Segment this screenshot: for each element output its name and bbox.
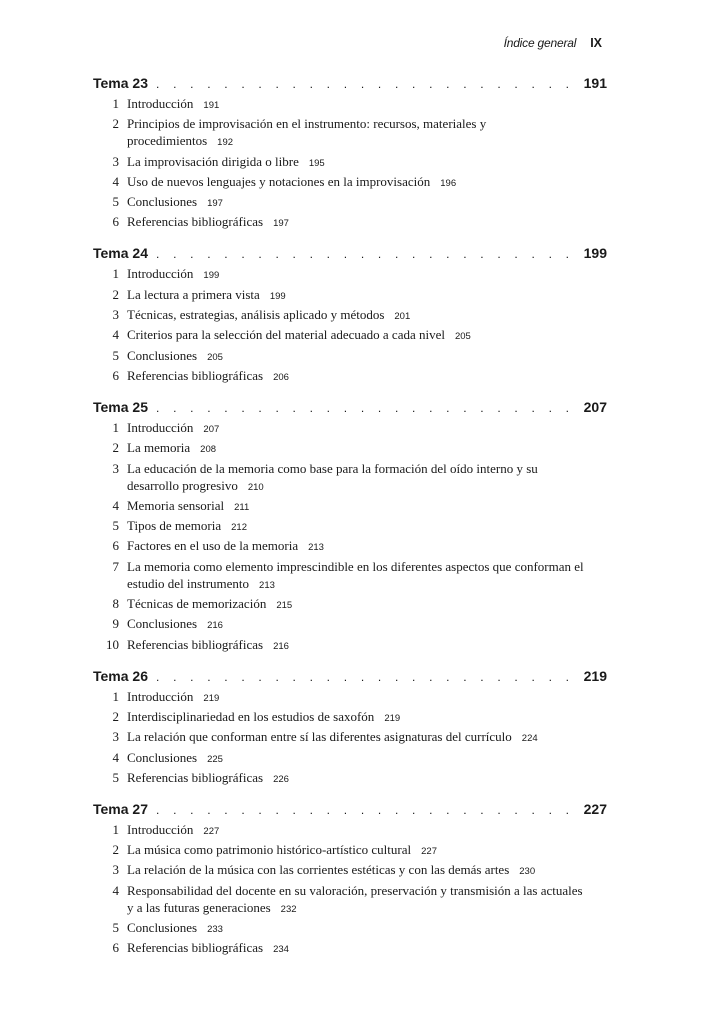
item-number: 3	[112, 307, 119, 323]
tema-section	[93, 668, 607, 788]
tema-page-number: 191	[583, 75, 607, 91]
item-body	[127, 595, 607, 614]
toc-item	[93, 95, 607, 114]
item-body	[127, 919, 607, 938]
tema-items-list	[93, 265, 607, 385]
item-title: Referencias bibliográficas	[127, 214, 264, 230]
toc-item	[93, 636, 607, 655]
item-body	[127, 708, 607, 727]
item-page-number: 213	[308, 542, 324, 554]
item-page-number: 210	[247, 481, 264, 493]
item-page-number: 196	[440, 177, 457, 189]
item-page-number: 195	[308, 157, 325, 169]
toc-item	[93, 728, 607, 747]
item-page-number: 213	[259, 579, 275, 591]
item-number: 4	[112, 749, 119, 765]
item-page-number: 207	[203, 423, 220, 435]
item-page-number: 219	[384, 712, 401, 724]
toc-item	[93, 882, 607, 918]
leader-dots	[156, 77, 578, 91]
item-title: Conclusiones	[127, 616, 198, 632]
toc-item	[93, 265, 607, 284]
item-page-number: 227	[203, 825, 220, 837]
item-number: 2	[112, 286, 119, 302]
leader-dots	[156, 401, 578, 415]
toc-item	[93, 419, 607, 438]
item-page-number: 206	[273, 371, 289, 383]
item-page-number: 211	[234, 501, 250, 513]
tema-heading	[93, 801, 607, 821]
toc-item	[93, 688, 607, 707]
toc-item	[93, 173, 607, 192]
item-body	[127, 615, 607, 634]
item-title: Introducción	[127, 821, 194, 837]
item-number: 1	[112, 266, 119, 282]
item-title: La memoria como elemento imprescindible en los diferentes aspectos que conforman el estudio del instrumento	[127, 558, 584, 591]
item-page-number: 232	[280, 903, 297, 915]
item-body	[127, 367, 607, 386]
item-title: Conclusiones	[127, 194, 198, 210]
item-body	[127, 193, 607, 212]
toc-item	[93, 115, 607, 151]
item-title: Introducción	[127, 96, 194, 111]
item-body	[127, 347, 607, 366]
item-body	[127, 95, 607, 114]
item-number: 10	[106, 636, 119, 652]
toc-item	[93, 213, 607, 232]
item-number: 1	[112, 419, 119, 435]
item-number: 6	[112, 538, 119, 554]
item-page-number: 212	[231, 522, 247, 534]
item-number: 3	[112, 153, 119, 169]
item-title: Principios de improvisación en el instrumento: recursos, materiales y procedimientos	[127, 116, 487, 149]
item-body	[127, 213, 607, 232]
item-number: 5	[112, 194, 119, 210]
toc-item	[93, 919, 607, 938]
item-title: Referencias bibliográficas	[127, 367, 264, 383]
toc-item	[93, 439, 607, 458]
tema-section	[93, 399, 607, 655]
item-title: Criterios para la selección del material adecuado a cada nivel	[127, 327, 445, 343]
item-page-number: 208	[200, 444, 217, 456]
item-body	[127, 153, 607, 172]
tema-items-list	[93, 688, 607, 788]
item-title: La relación de la música con las corrientes estéticas y con las demás artes	[127, 862, 510, 878]
toc-item	[93, 708, 607, 727]
toc-item	[93, 939, 607, 958]
item-number: 5	[112, 920, 119, 936]
tema-items-list	[93, 95, 607, 232]
item-title: La educación de la memoria como base para la formación del oído interno y su desarrollo progresivo	[127, 460, 538, 493]
toc-item	[93, 153, 607, 172]
item-title: La improvisación dirigida o libre	[127, 153, 299, 169]
item-body	[127, 688, 607, 707]
item-title: Uso de nuevos lenguajes y notaciones en la improvisación	[127, 173, 431, 189]
item-number: 4	[112, 173, 119, 189]
item-number: 4	[112, 497, 119, 513]
item-title: Conclusiones	[127, 347, 198, 363]
item-number: 6	[112, 367, 119, 383]
item-number: 5	[112, 769, 119, 785]
item-title: Referencias bibliográficas	[127, 636, 264, 652]
toc-item	[93, 306, 607, 325]
item-title: Conclusiones	[127, 749, 198, 765]
toc-item	[93, 367, 607, 386]
tema-label: Tema 25	[93, 398, 148, 415]
item-page-number: 191	[203, 100, 220, 111]
item-title: Introducción	[127, 266, 194, 282]
tema-page-number: 207	[583, 398, 607, 415]
item-body	[127, 419, 607, 438]
item-page-number: 199	[203, 270, 220, 282]
item-body	[127, 537, 607, 556]
tema-label: Tema 26	[93, 667, 148, 684]
item-title: La relación que conforman entre sí las diferentes asignaturas del currículo	[127, 729, 512, 745]
header-title: Índice general	[503, 36, 577, 50]
item-title: Interdisciplinariedad en los estudios de saxofón	[127, 708, 375, 724]
item-page-number: 201	[394, 311, 411, 323]
item-number: 7	[112, 558, 119, 574]
tema-section	[93, 75, 607, 232]
item-number: 3	[112, 862, 119, 878]
item-title: La música como patrimonio histórico-artístico cultural	[127, 842, 412, 858]
item-page-number: 205	[207, 351, 223, 363]
toc-item	[93, 517, 607, 536]
item-number: 1	[112, 821, 119, 837]
tema-heading	[93, 399, 607, 419]
item-page-number: 230	[519, 866, 536, 878]
item-number: 4	[112, 882, 119, 898]
item-title: Conclusiones	[127, 920, 198, 936]
item-title: Responsabilidad del docente en su valoración, preservación y transmisión a las actuales y a las futuras generaciones	[127, 882, 583, 915]
item-body	[127, 749, 607, 768]
tema-section	[93, 245, 607, 385]
item-body	[127, 306, 607, 325]
item-number: 5	[112, 347, 119, 363]
tema-items-list	[93, 821, 607, 958]
tema-heading	[93, 75, 607, 95]
item-body	[127, 728, 607, 747]
item-number: 5	[112, 518, 119, 534]
tema-page-number: 219	[583, 667, 607, 684]
running-header	[504, 36, 602, 50]
item-number: 9	[112, 616, 119, 632]
item-page-number: 234	[273, 944, 289, 956]
tema-label: Tema 23	[93, 75, 148, 91]
item-body	[127, 821, 607, 840]
toc-item	[93, 497, 607, 516]
item-title: La memoria	[127, 440, 191, 456]
item-number: 8	[112, 596, 119, 612]
item-number: 4	[112, 327, 119, 343]
tema-heading	[93, 668, 607, 688]
item-number: 3	[112, 729, 119, 745]
item-body	[127, 517, 607, 536]
leader-dots	[156, 670, 578, 684]
item-page-number: 197	[207, 198, 223, 210]
item-page-number: 226	[273, 773, 289, 785]
leader-dots	[156, 247, 578, 261]
tema-page-number: 227	[583, 800, 607, 817]
item-number: 6	[112, 214, 119, 230]
item-title: Factores en el uso de la memoria	[127, 538, 299, 554]
item-title: Introducción	[127, 688, 194, 704]
toc-item	[93, 558, 607, 594]
toc-item	[93, 347, 607, 366]
item-body	[127, 460, 607, 496]
toc-item	[93, 460, 607, 496]
item-page-number: 216	[207, 620, 223, 632]
toc-item	[93, 537, 607, 556]
item-body	[127, 882, 607, 918]
item-page-number: 205	[454, 331, 471, 343]
toc-item	[93, 861, 607, 880]
item-number: 3	[112, 460, 119, 476]
item-body	[127, 939, 607, 958]
item-title: Técnicas de memorización	[127, 596, 267, 612]
item-page-number: 227	[421, 846, 437, 858]
item-title: Memoria sensorial	[127, 497, 225, 513]
item-body	[127, 497, 607, 516]
item-page-number: 199	[269, 290, 286, 302]
item-number: 1	[112, 688, 119, 704]
toc-item	[93, 769, 607, 788]
header-page-number: IX	[590, 36, 602, 50]
toc-item	[93, 286, 607, 305]
toc-item	[93, 193, 607, 212]
tema-label: Tema 27	[93, 800, 148, 817]
item-page-number: 197	[273, 218, 289, 230]
item-page-number: 192	[217, 137, 234, 149]
toc-item	[93, 821, 607, 840]
item-page-number: 216	[273, 640, 289, 652]
item-body	[127, 558, 607, 594]
item-body	[127, 439, 607, 458]
item-body	[127, 769, 607, 788]
leader-dots	[156, 803, 578, 817]
item-body	[127, 636, 607, 655]
item-page-number: 215	[276, 600, 293, 612]
tema-items-list	[93, 419, 607, 655]
item-body	[127, 173, 607, 192]
item-number: 2	[112, 842, 119, 858]
toc-item	[93, 595, 607, 614]
item-body	[127, 326, 607, 345]
item-page-number: 225	[207, 753, 223, 765]
tema-page-number: 199	[583, 245, 607, 262]
item-number: 6	[112, 940, 119, 956]
item-title: Referencias bibliográficas	[127, 769, 264, 785]
item-body	[127, 841, 607, 860]
item-body	[127, 286, 607, 305]
item-body	[127, 861, 607, 880]
toc-item	[93, 841, 607, 860]
item-number: 1	[112, 96, 119, 111]
item-title: Introducción	[127, 419, 194, 435]
item-number: 2	[112, 116, 119, 132]
item-title: La lectura a primera vista	[127, 286, 260, 302]
tema-heading	[93, 245, 607, 265]
item-number: 2	[112, 440, 119, 456]
toc-item	[93, 326, 607, 345]
table-of-contents	[93, 75, 607, 971]
toc-item	[93, 615, 607, 634]
tema-section	[93, 801, 607, 958]
item-page-number: 224	[521, 733, 538, 745]
tema-label: Tema 24	[93, 245, 148, 262]
item-body	[127, 265, 607, 284]
item-page-number: 219	[203, 692, 220, 704]
item-body	[127, 115, 607, 151]
toc-item	[93, 749, 607, 768]
item-title: Referencias bibliográficas	[127, 940, 264, 956]
item-page-number: 233	[207, 924, 223, 936]
item-title: Tipos de memoria	[127, 518, 222, 534]
item-number: 2	[112, 708, 119, 724]
item-title: Técnicas, estrategias, análisis aplicado y métodos	[127, 307, 385, 323]
